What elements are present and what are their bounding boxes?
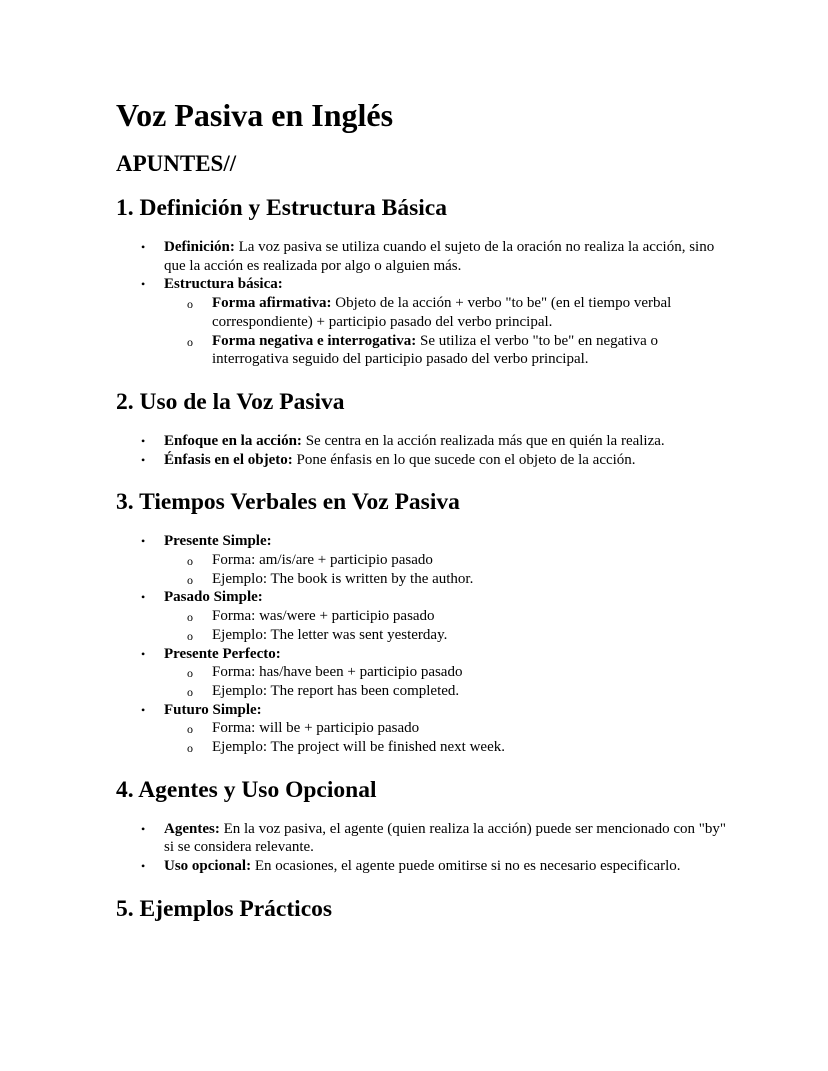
list-item [141, 857, 728, 876]
item-text: Pone énfasis en lo que sucede con el objeto de la acción. [292, 451, 636, 468]
section-heading: 4. Agentes y Uso Opcional [116, 776, 377, 803]
circle-bullet-icon: o [187, 741, 193, 756]
bullet-icon: • [141, 590, 146, 605]
circle-bullet-icon: o [187, 572, 193, 587]
sub-item-text: Se utiliza el verbo "to be" en negativa o interrogativa seguido del participio pasado del verbo principal. [212, 332, 659, 368]
circle-bullet-icon: o [187, 684, 193, 699]
sub-item-label: Forma afirmativa: [212, 295, 332, 312]
sub-list [164, 551, 728, 588]
bullet-icon: • [141, 433, 146, 448]
sub-list [164, 607, 728, 644]
bullet-icon: • [141, 534, 146, 549]
item-label: Énfasis en el objeto: [164, 451, 293, 468]
section-heading: 1. Definición y Estructura Básica [116, 195, 447, 221]
section-5 [116, 894, 728, 924]
sub-list-item [187, 607, 728, 626]
list-item [141, 275, 728, 369]
section-2 [116, 387, 728, 469]
circle-bullet-icon: o [187, 610, 193, 625]
sub-list-item [187, 332, 728, 369]
bullet-icon: • [141, 821, 146, 836]
sub-list-item [187, 551, 728, 570]
item-label: Presente Perfecto: [164, 645, 281, 662]
sub-item-text: Forma: was/were + participio pasado [212, 608, 435, 625]
circle-bullet-icon: o [187, 297, 193, 312]
bullet-list [116, 820, 728, 876]
sub-list [164, 663, 728, 700]
document-title: Voz Pasiva en Inglés [116, 97, 394, 133]
item-text: En ocasiones, el agente puede omitirse si no es necesario especificarlo. [251, 858, 681, 875]
bullet-icon: • [141, 859, 146, 874]
item-label: Estructura básica: [164, 276, 283, 293]
list-item [141, 451, 728, 470]
sub-item-text: Objeto de la acción + verbo "to be" (en el tiempo verbal correspondiente) + participio pasado del verbo principal. [212, 295, 672, 330]
document-subtitle: APUNTES// [116, 151, 237, 176]
item-label: Enfoque en la acción: [164, 432, 302, 449]
sub-list-item [187, 570, 728, 589]
item-label: Uso opcional: [164, 858, 252, 875]
list-item [141, 701, 728, 757]
sub-list-item [187, 294, 728, 331]
sub-item-text: Forma: has/have been + participio pasado [212, 664, 463, 681]
list-item [141, 532, 728, 588]
item-label: Pasado Simple: [164, 589, 263, 606]
sub-item-text: Forma: will be + participio pasado [212, 720, 420, 737]
bullet-icon: • [141, 702, 146, 717]
section-heading: 5. Ejemplos Prácticos [116, 895, 333, 922]
circle-bullet-icon: o [187, 628, 193, 643]
section-1 [116, 193, 728, 369]
circle-bullet-icon: o [187, 722, 193, 737]
sub-list [164, 719, 728, 756]
bullet-list [116, 432, 728, 469]
circle-bullet-icon: o [187, 554, 193, 569]
item-label: Presente Simple: [164, 533, 272, 550]
sub-item-text: Ejemplo: The letter was sent yesterday. [212, 626, 448, 643]
item-label: Futuro Simple: [164, 701, 262, 718]
list-item [141, 588, 728, 644]
list-item [141, 645, 728, 701]
bullet-icon: • [141, 240, 146, 254]
list-item [141, 432, 728, 451]
sub-item-text: Forma: am/is/are + participio pasado [212, 552, 433, 569]
sub-list-item [187, 626, 728, 645]
sub-item-text: Ejemplo: The report has been completed. [212, 682, 460, 699]
item-text: Se centra en la acción realizada más que en quién la realiza. [301, 432, 665, 449]
circle-bullet-icon: o [187, 666, 193, 681]
bullet-list [116, 532, 728, 756]
list-item [141, 820, 728, 857]
section-heading: 2. Uso de la Voz Pasiva [116, 388, 345, 415]
item-text: La voz pasiva se utiliza cuando el sujeto de la oración no realiza la acción, sino que la acción es realizada por algo o alguien más. [164, 239, 715, 274]
circle-bullet-icon: o [187, 334, 193, 349]
sections-container [116, 193, 728, 924]
sub-list-item [187, 719, 728, 738]
sub-item-text: Ejemplo: The book is written by the author. [212, 570, 474, 587]
sub-list-item [187, 738, 728, 757]
bullet-icon: • [141, 646, 146, 661]
sub-list-item [187, 663, 728, 682]
section-4 [116, 775, 728, 876]
sub-item-text: Ejemplo: The project will be finished next week. [212, 739, 505, 756]
bullet-list [116, 238, 728, 369]
section-3 [116, 487, 728, 756]
section-heading: 3. Tiempos Verbales en Voz Pasiva [116, 489, 460, 516]
sub-item-label: Forma negativa e interrogativa: [212, 332, 417, 349]
item-label: Definición: [164, 239, 235, 255]
bullet-icon: • [141, 277, 146, 292]
item-text: En la voz pasiva, el agente (quien realiza la acción) puede ser mencionado con "by" si se considera relevante. [164, 820, 727, 856]
item-label: Agentes: [164, 820, 220, 837]
bullet-icon: • [141, 452, 146, 467]
sub-list [164, 294, 728, 369]
list-item [141, 238, 728, 275]
sub-list-item [187, 682, 728, 701]
